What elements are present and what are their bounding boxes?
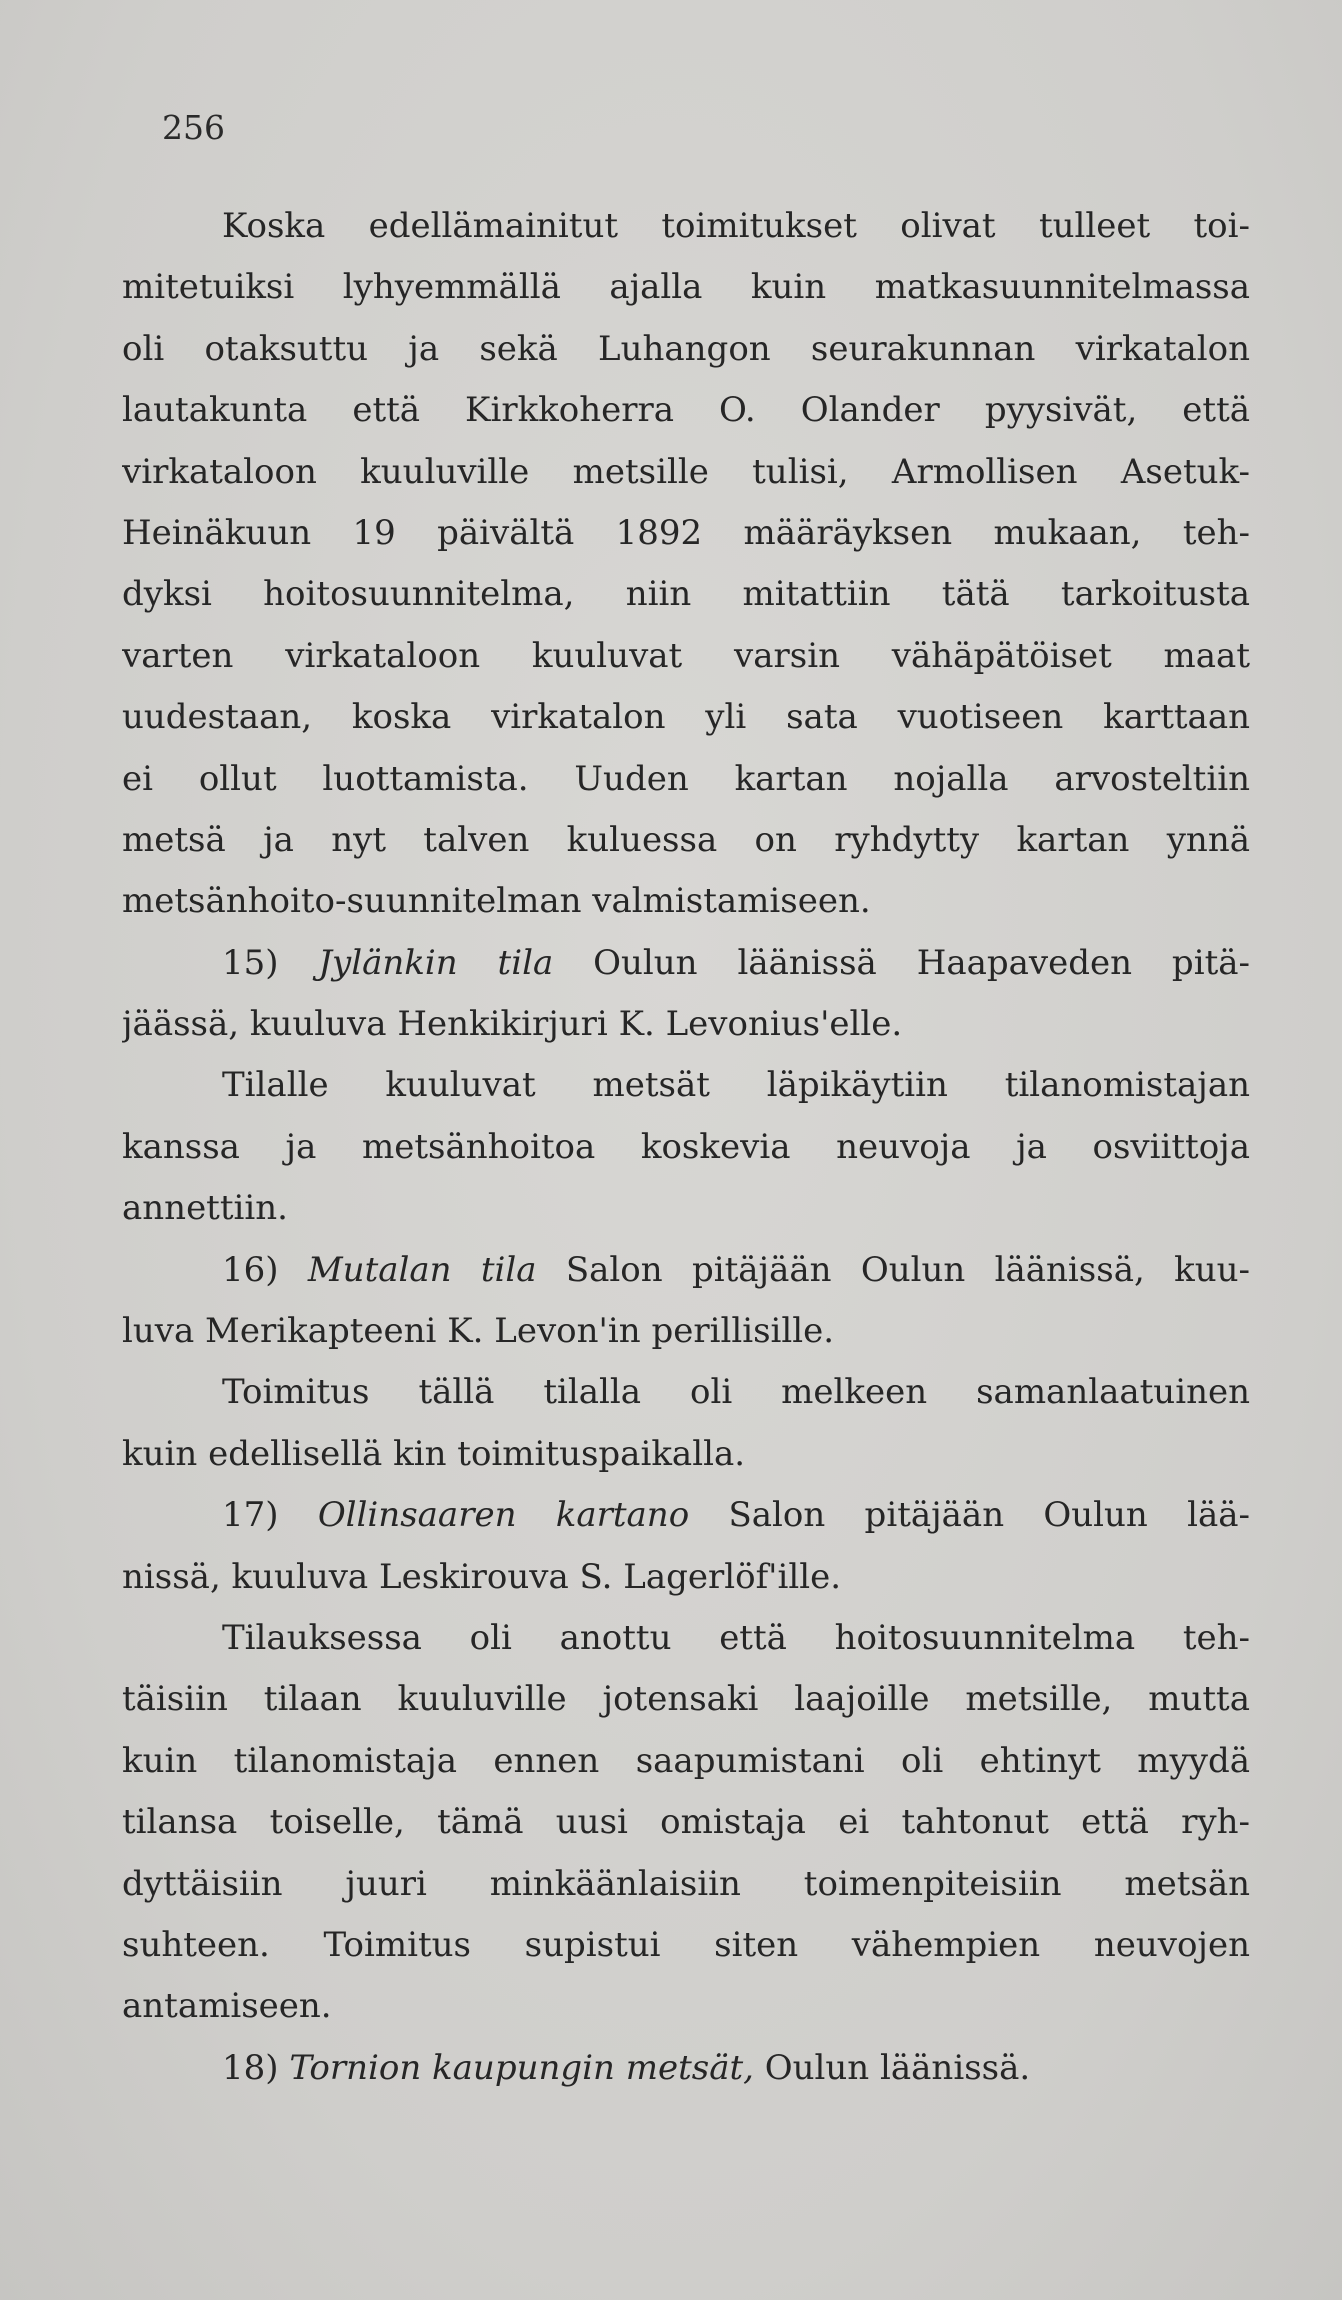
- text-line: annettiin.: [122, 1188, 288, 1229]
- text-line: Toimitus tällä tilalla oli melkeen samanlaatuinen: [222, 1372, 1250, 1413]
- text-line: metsä ja nyt talven kuluessa on ryhdytty kartan ynnä: [122, 819, 1250, 860]
- text-line: tilansa toiselle, tämä uusi omistaja ei tahtonut että ryh-: [122, 1802, 1250, 1843]
- text-line: Koska edellämainitut toimitukset olivat tulleet toi-: [222, 206, 1250, 246]
- estate-name: Ollinsaaren kartano: [317, 1495, 690, 1536]
- text-line: luva Merikapteeni K. Levon'in perillisille.: [122, 1311, 835, 1352]
- text-line: lautakunta että Kirkkoherra O. Olander pyysivät, että: [122, 390, 1250, 431]
- page-number: 256: [162, 108, 225, 147]
- text-line: kanssa ja metsänhoitoa koskevia neuvoja ja osviittoja: [122, 1126, 1250, 1167]
- estate-name: Mutalan tila: [307, 1249, 537, 1290]
- text-line: Heinäkuun 19 päivältä 1892 määräyksen mukaan, teh-: [122, 512, 1250, 553]
- text-line: jäässä, kuuluva Henkikirjuri K. Levonius'elle.: [122, 1004, 903, 1045]
- text-line: 15) Jylänkin tila Oulun läänissä Haapaveden pitä-: [222, 942, 1250, 983]
- body-text: [122, 196, 1250, 2099]
- text-line: Tilauksessa oli anottu että hoitosuunnitelma teh-: [222, 1617, 1250, 1658]
- estate-name: Jylänkin tila: [318, 942, 554, 983]
- text-line: täisiin tilaan kuuluville jotensaki laajoille metsille, mutta: [122, 1679, 1250, 1720]
- text-line: oli otaksuttu ja sekä Luhangon seurakunnan virkatalon: [122, 328, 1250, 369]
- text-line: metsänhoito-suunnitelman valmistamiseen.: [122, 881, 871, 922]
- text-line: uudestaan, koska virkatalon yli sata vuotiseen karttaan: [122, 697, 1250, 738]
- text-line: ei ollut luottamista. Uuden kartan nojalla arvosteltiin: [122, 758, 1250, 799]
- text-line: dyttäisiin juuri minkäänlaisiin toimenpiteisiin metsän: [122, 1863, 1250, 1904]
- text-line: dyksi hoitosuunnitelma, niin mitattiin tätä tarkoitusta: [122, 574, 1250, 615]
- text-line: 17) Ollinsaaren kartano Salon pitäjään Oulun lää-: [222, 1495, 1250, 1536]
- text-line: nissä, kuuluva Leskirouva S. Lagerlöf'ille.: [122, 1556, 842, 1597]
- text-line: varten virkataloon kuuluvat varsin vähäpätöiset maat: [122, 635, 1250, 676]
- estate-name: Tornion kaupungin metsät,: [289, 2047, 754, 2088]
- text-line: 18) Tornion kaupungin metsät, Oulun läänissä.: [222, 2047, 1031, 2088]
- text-line: kuin edellisellä kin toimituspaikalla.: [122, 1433, 746, 1474]
- text-line: antamiseen.: [122, 1986, 332, 2027]
- text-line: 16) Mutalan tila Salon pitäjään Oulun läänissä, kuu-: [222, 1249, 1250, 1290]
- text-line: mitetuiksi lyhyemmällä ajalla kuin matkasuunnitelmassa: [122, 267, 1250, 308]
- text-line: Tilalle kuuluvat metsät läpikäytiin tilanomistajan: [222, 1065, 1250, 1106]
- text-line: suhteen. Toimitus supistui siten vähempien neuvojen: [122, 1924, 1250, 1965]
- text-line: virkataloon kuuluville metsille tulisi, Armollisen Asetuk-: [122, 451, 1250, 492]
- text-line: kuin tilanomistaja ennen saapumistani oli ehtinyt myydä: [122, 1740, 1250, 1781]
